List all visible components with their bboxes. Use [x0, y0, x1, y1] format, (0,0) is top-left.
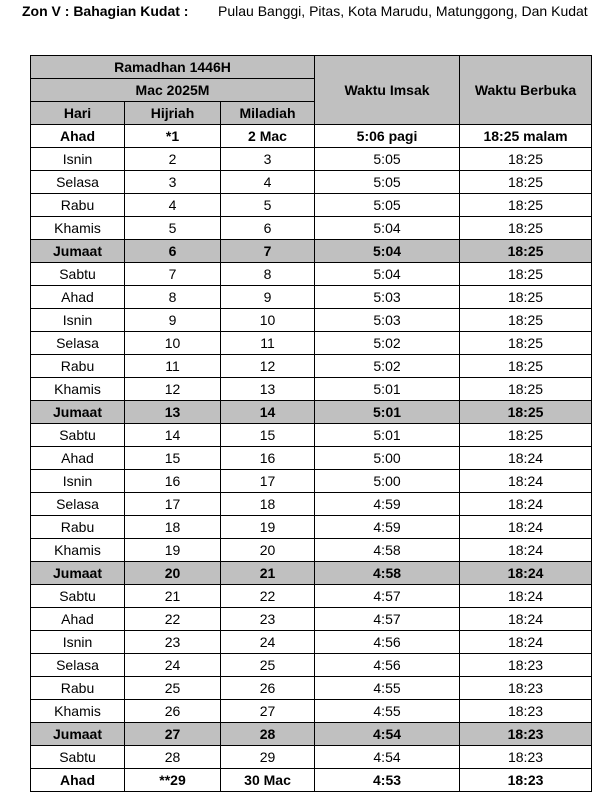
berbuka-time-cell: 18:24 — [460, 516, 592, 539]
hijri-date-cell: 20 — [125, 562, 221, 585]
gregorian-date-cell: 30 Mac — [221, 769, 315, 792]
berbuka-time-cell: 18:23 — [460, 677, 592, 700]
table-row — [31, 401, 592, 424]
day-cell: Sabtu — [31, 263, 125, 286]
berbuka-time-cell: 18:25 — [460, 217, 592, 240]
table-row — [31, 286, 592, 309]
hijri-date-cell: 11 — [125, 355, 221, 378]
imsak-time-cell: 5:03 — [315, 286, 460, 309]
berbuka-header: Waktu Berbuka — [460, 56, 592, 125]
table-row — [31, 217, 592, 240]
hijri-date-cell: 25 — [125, 677, 221, 700]
day-cell: Khamis — [31, 539, 125, 562]
table-row — [31, 240, 592, 263]
gregorian-date-cell: 16 — [221, 447, 315, 470]
hijri-date-cell: 26 — [125, 700, 221, 723]
day-cell: Rabu — [31, 677, 125, 700]
table-row — [31, 263, 592, 286]
day-cell: Isnin — [31, 148, 125, 171]
gregorian-date-cell: 22 — [221, 585, 315, 608]
imsak-time-cell: 5:00 — [315, 447, 460, 470]
gregorian-date-cell: 27 — [221, 700, 315, 723]
table-row — [31, 746, 592, 769]
berbuka-time-cell: 18:24 — [460, 447, 592, 470]
day-cell: Jumaat — [31, 723, 125, 746]
hijri-date-cell: 14 — [125, 424, 221, 447]
day-cell: Isnin — [31, 309, 125, 332]
gregorian-date-cell: 23 — [221, 608, 315, 631]
table-row — [31, 424, 592, 447]
gregorian-date-cell: 8 — [221, 263, 315, 286]
day-cell: Ahad — [31, 447, 125, 470]
table-row — [31, 332, 592, 355]
table-row — [31, 562, 592, 585]
table-row — [31, 125, 592, 148]
day-cell: Selasa — [31, 654, 125, 677]
day-cell: Khamis — [31, 378, 125, 401]
berbuka-time-cell: 18:25 — [460, 424, 592, 447]
ramadhan-timetable — [30, 55, 592, 792]
hijri-date-cell: 13 — [125, 401, 221, 424]
hijri-date-cell: 15 — [125, 447, 221, 470]
day-cell: Jumaat — [31, 401, 125, 424]
imsak-time-cell: 5:00 — [315, 470, 460, 493]
imsak-time-cell: 5:02 — [315, 332, 460, 355]
gregorian-date-cell: 25 — [221, 654, 315, 677]
imsak-time-cell: 4:54 — [315, 746, 460, 769]
hijri-date-cell: 22 — [125, 608, 221, 631]
berbuka-time-cell: 18:25 — [460, 309, 592, 332]
gregorian-date-cell: 7 — [221, 240, 315, 263]
berbuka-time-cell: 18:25 — [460, 194, 592, 217]
day-cell: Khamis — [31, 217, 125, 240]
berbuka-time-cell: 18:25 — [460, 401, 592, 424]
day-cell: Khamis — [31, 700, 125, 723]
imsak-time-cell: 4:58 — [315, 562, 460, 585]
gregorian-date-cell: 11 — [221, 332, 315, 355]
hijri-date-cell: 19 — [125, 539, 221, 562]
table-row — [31, 677, 592, 700]
hari-header: Hari — [31, 102, 125, 125]
imsak-time-cell: 4:56 — [315, 654, 460, 677]
hijri-date-cell: 18 — [125, 516, 221, 539]
day-cell: Sabtu — [31, 424, 125, 447]
day-cell: Ahad — [31, 125, 125, 148]
berbuka-time-cell: 18:23 — [460, 700, 592, 723]
hijri-date-cell: 8 — [125, 286, 221, 309]
gregorian-date-cell: 9 — [221, 286, 315, 309]
table-row — [31, 723, 592, 746]
hijri-date-cell: 6 — [125, 240, 221, 263]
imsak-time-cell: 5:02 — [315, 355, 460, 378]
month-title: Mac 2025M — [31, 79, 315, 102]
gregorian-date-cell: 17 — [221, 470, 315, 493]
table-row — [31, 654, 592, 677]
table-row — [31, 378, 592, 401]
imsak-time-cell: 5:04 — [315, 240, 460, 263]
zone-label: Zon V : Bahagian Kudat : — [22, 3, 189, 19]
zone-areas: Pulau Banggi, Pitas, Kota Marudu, Matunggong, Dan Kudat — [218, 3, 588, 19]
day-cell: Rabu — [31, 355, 125, 378]
day-cell: Isnin — [31, 470, 125, 493]
imsak-time-cell: 5:01 — [315, 401, 460, 424]
day-cell: Selasa — [31, 171, 125, 194]
imsak-time-cell: 5:01 — [315, 424, 460, 447]
berbuka-time-cell: 18:25 malam — [460, 125, 592, 148]
gregorian-date-cell: 2 Mac — [221, 125, 315, 148]
berbuka-time-cell: 18:25 — [460, 240, 592, 263]
gregorian-date-cell: 6 — [221, 217, 315, 240]
imsak-time-cell: 5:06 pagi — [315, 125, 460, 148]
gregorian-date-cell: 21 — [221, 562, 315, 585]
hijri-date-cell: 12 — [125, 378, 221, 401]
berbuka-time-cell: 18:24 — [460, 493, 592, 516]
hijri-date-cell: *1 — [125, 125, 221, 148]
day-cell: Ahad — [31, 286, 125, 309]
hijriah-header: Hijriah — [125, 102, 221, 125]
hijri-date-cell: 23 — [125, 631, 221, 654]
miladiah-header: Miladiah — [221, 102, 315, 125]
day-cell: Selasa — [31, 493, 125, 516]
hijri-date-cell: 16 — [125, 470, 221, 493]
hijri-date-cell: 10 — [125, 332, 221, 355]
berbuka-time-cell: 18:23 — [460, 746, 592, 769]
table-row — [31, 516, 592, 539]
timetable-body — [31, 125, 592, 792]
imsak-time-cell: 5:04 — [315, 217, 460, 240]
imsak-time-cell: 4:59 — [315, 516, 460, 539]
day-cell: Isnin — [31, 631, 125, 654]
berbuka-time-cell: 18:25 — [460, 263, 592, 286]
gregorian-date-cell: 13 — [221, 378, 315, 401]
imsak-time-cell: 5:04 — [315, 263, 460, 286]
imsak-time-cell: 4:53 — [315, 769, 460, 792]
day-cell: Selasa — [31, 332, 125, 355]
table-row — [31, 194, 592, 217]
ramadhan-title: Ramadhan 1446H — [31, 56, 315, 79]
berbuka-time-cell: 18:24 — [460, 585, 592, 608]
berbuka-time-cell: 18:24 — [460, 631, 592, 654]
gregorian-date-cell: 5 — [221, 194, 315, 217]
gregorian-date-cell: 29 — [221, 746, 315, 769]
day-cell: Sabtu — [31, 585, 125, 608]
imsak-time-cell: 4:55 — [315, 677, 460, 700]
gregorian-date-cell: 20 — [221, 539, 315, 562]
berbuka-time-cell: 18:25 — [460, 286, 592, 309]
hijri-date-cell: 9 — [125, 309, 221, 332]
gregorian-date-cell: 19 — [221, 516, 315, 539]
hijri-date-cell: 3 — [125, 171, 221, 194]
gregorian-date-cell: 10 — [221, 309, 315, 332]
day-cell: Jumaat — [31, 562, 125, 585]
berbuka-time-cell: 18:25 — [460, 148, 592, 171]
hijri-date-cell: 27 — [125, 723, 221, 746]
gregorian-date-cell: 3 — [221, 148, 315, 171]
day-cell: Jumaat — [31, 240, 125, 263]
imsak-time-cell: 4:56 — [315, 631, 460, 654]
hijri-date-cell: 7 — [125, 263, 221, 286]
berbuka-time-cell: 18:25 — [460, 378, 592, 401]
berbuka-time-cell: 18:23 — [460, 654, 592, 677]
table-row — [31, 700, 592, 723]
gregorian-date-cell: 14 — [221, 401, 315, 424]
table-row — [31, 470, 592, 493]
hijri-date-cell: 28 — [125, 746, 221, 769]
hijri-date-cell: 24 — [125, 654, 221, 677]
day-cell: Rabu — [31, 516, 125, 539]
gregorian-date-cell: 28 — [221, 723, 315, 746]
berbuka-time-cell: 18:24 — [460, 470, 592, 493]
table-row — [31, 585, 592, 608]
gregorian-date-cell: 4 — [221, 171, 315, 194]
table-row — [31, 631, 592, 654]
hijri-date-cell: 17 — [125, 493, 221, 516]
gregorian-date-cell: 26 — [221, 677, 315, 700]
berbuka-time-cell: 18:24 — [460, 608, 592, 631]
gregorian-date-cell: 15 — [221, 424, 315, 447]
table-row — [31, 608, 592, 631]
table-row — [31, 769, 592, 792]
table-row — [31, 539, 592, 562]
berbuka-time-cell: 18:25 — [460, 171, 592, 194]
hijri-date-cell: 2 — [125, 148, 221, 171]
imsak-time-cell: 5:05 — [315, 194, 460, 217]
imsak-time-cell: 4:57 — [315, 608, 460, 631]
day-cell: Rabu — [31, 194, 125, 217]
day-cell: Ahad — [31, 608, 125, 631]
berbuka-time-cell: 18:24 — [460, 539, 592, 562]
hijri-date-cell: 21 — [125, 585, 221, 608]
imsak-time-cell: 4:59 — [315, 493, 460, 516]
table-row — [31, 309, 592, 332]
berbuka-time-cell: 18:24 — [460, 562, 592, 585]
table-row — [31, 447, 592, 470]
gregorian-date-cell: 18 — [221, 493, 315, 516]
berbuka-time-cell: 18:25 — [460, 332, 592, 355]
hijri-date-cell: 4 — [125, 194, 221, 217]
table-row — [31, 148, 592, 171]
berbuka-time-cell: 18:23 — [460, 769, 592, 792]
table-row — [31, 171, 592, 194]
imsak-time-cell: 4:58 — [315, 539, 460, 562]
imsak-time-cell: 5:01 — [315, 378, 460, 401]
hijri-date-cell: 5 — [125, 217, 221, 240]
table-row — [31, 355, 592, 378]
imsak-time-cell: 5:03 — [315, 309, 460, 332]
table-row — [31, 493, 592, 516]
imsak-time-cell: 4:55 — [315, 700, 460, 723]
imsak-time-cell: 4:54 — [315, 723, 460, 746]
gregorian-date-cell: 24 — [221, 631, 315, 654]
gregorian-date-cell: 12 — [221, 355, 315, 378]
imsak-time-cell: 5:05 — [315, 148, 460, 171]
berbuka-time-cell: 18:25 — [460, 355, 592, 378]
imsak-time-cell: 5:05 — [315, 171, 460, 194]
imsak-header: Waktu Imsak — [315, 56, 460, 125]
imsak-time-cell: 4:57 — [315, 585, 460, 608]
day-cell: Sabtu — [31, 746, 125, 769]
berbuka-time-cell: 18:23 — [460, 723, 592, 746]
day-cell: Ahad — [31, 769, 125, 792]
hijri-date-cell: **29 — [125, 769, 221, 792]
